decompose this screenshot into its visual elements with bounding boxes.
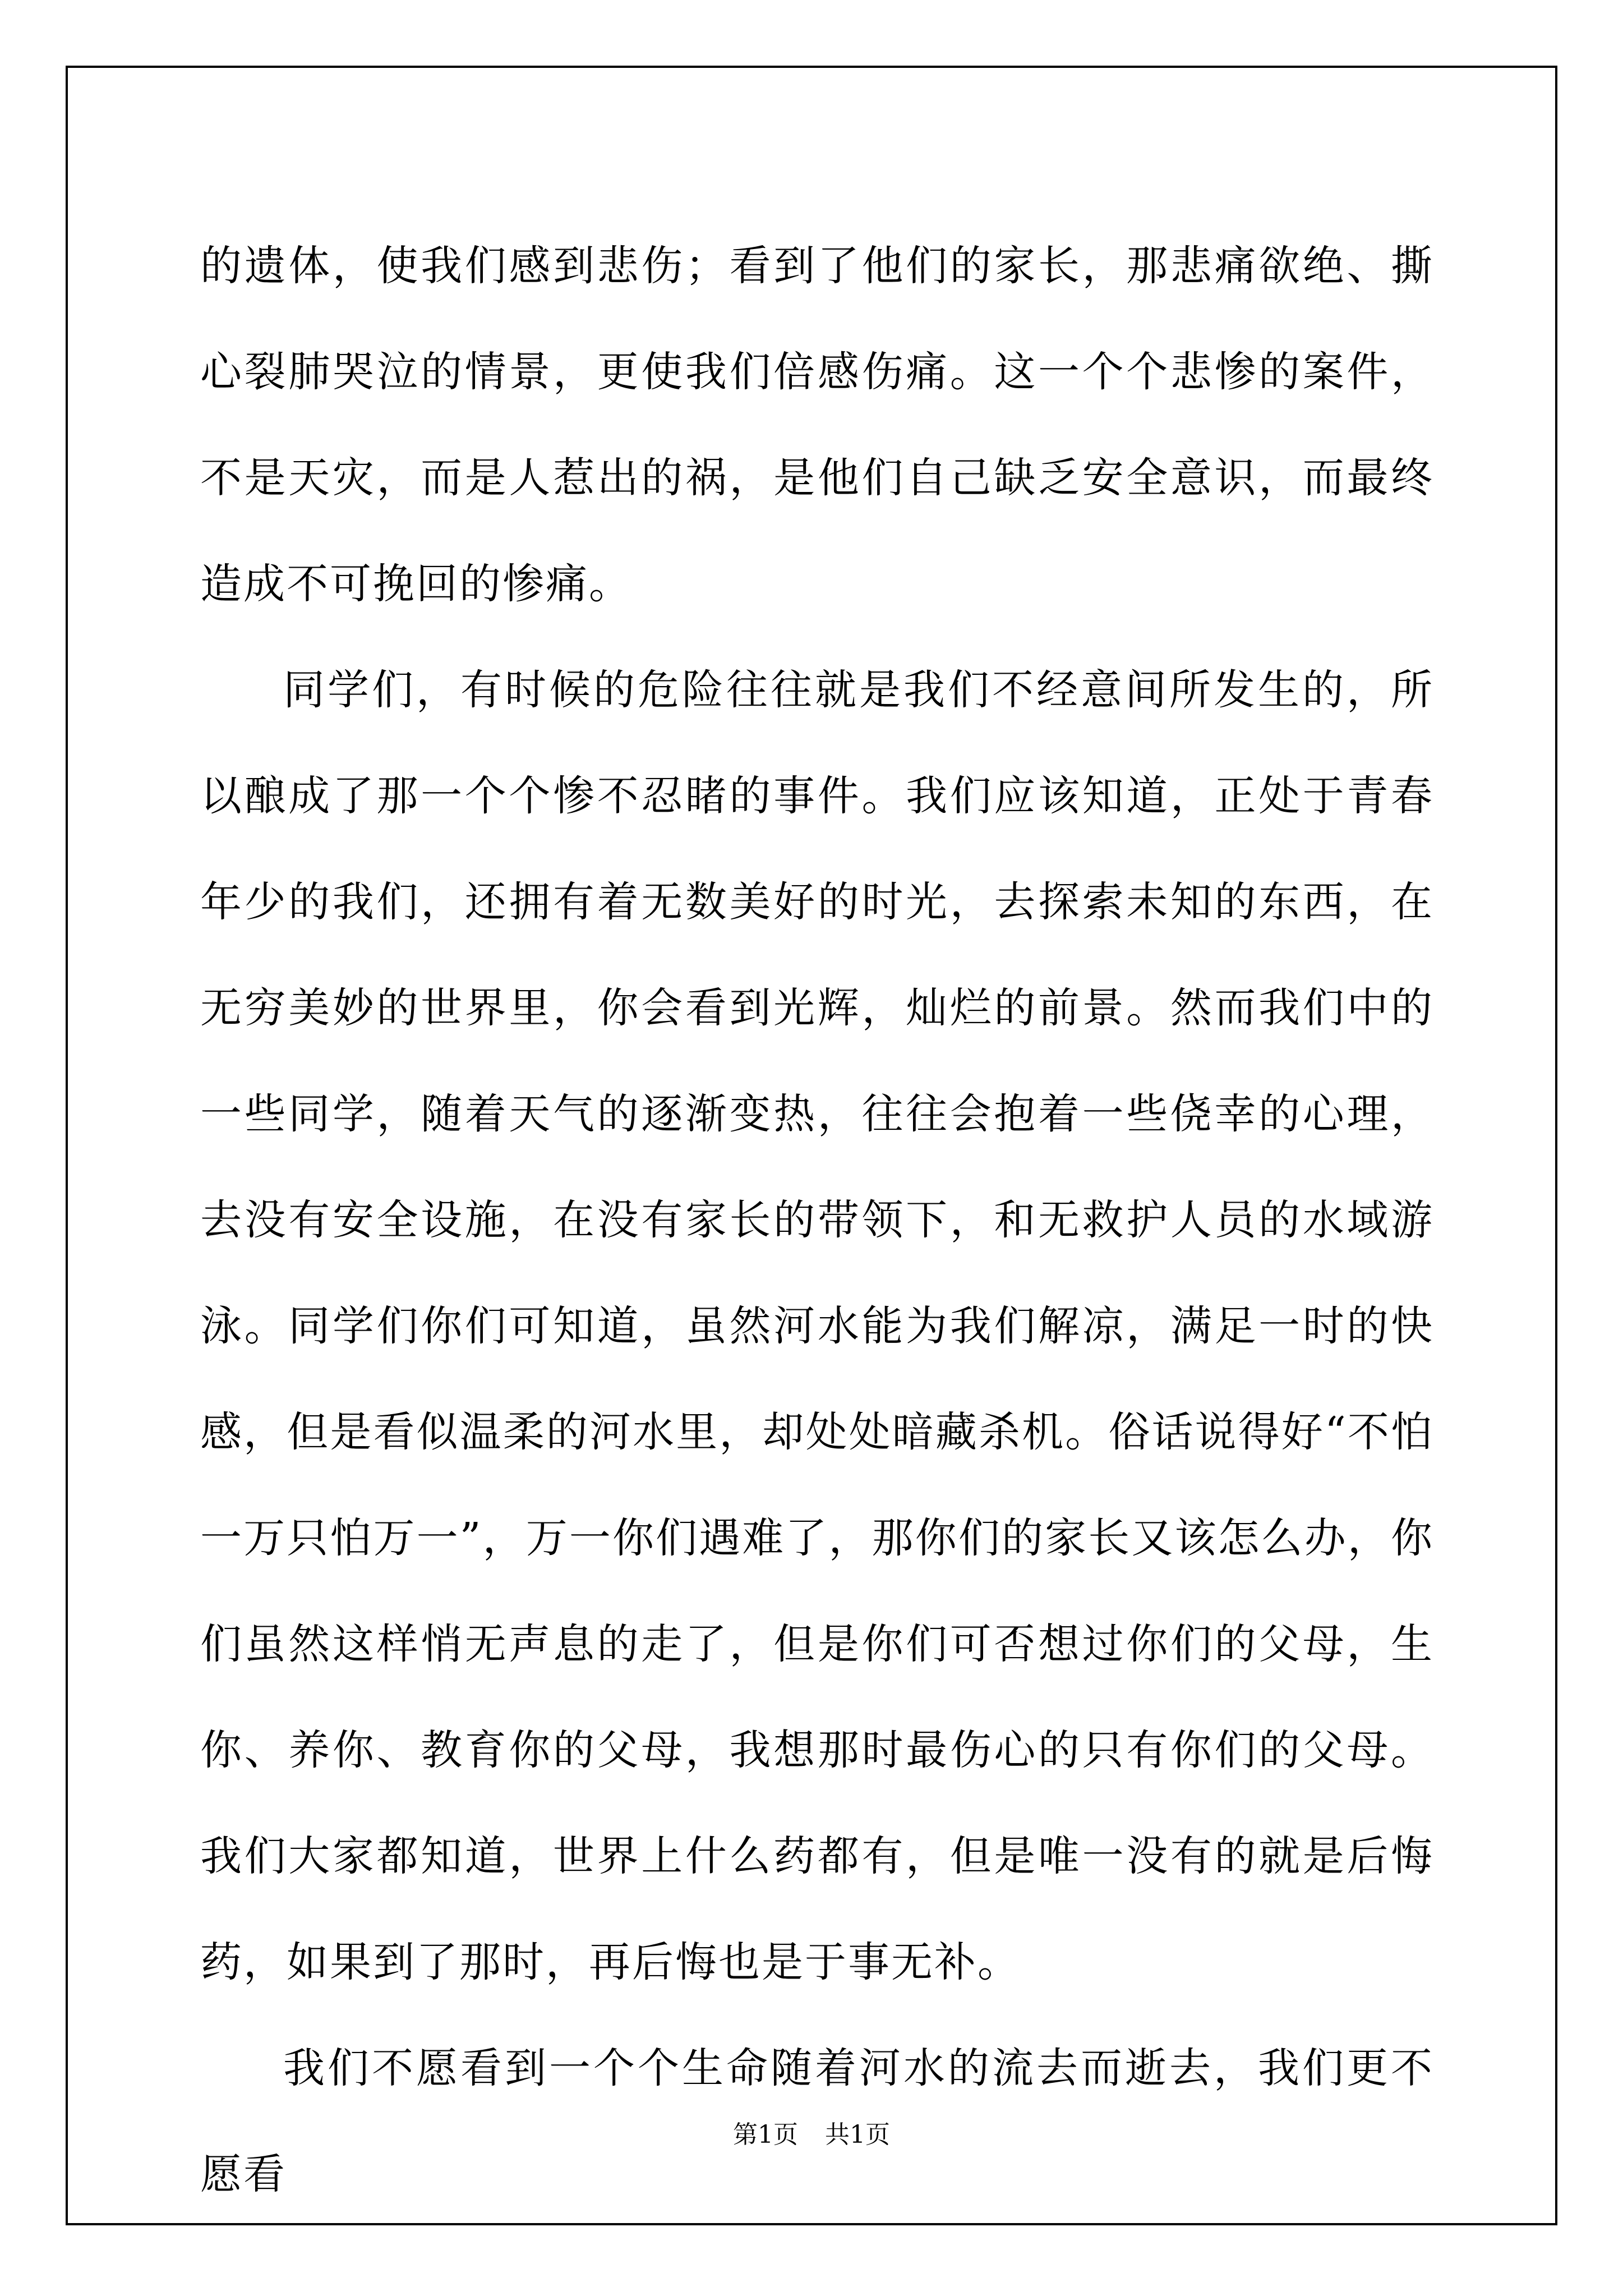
document-body bbox=[200, 213, 1434, 2228]
paragraph-3: 我们不愿看到一个个生命随着河水的流去而逝去，我们更不愿看 bbox=[200, 2044, 1434, 2198]
page-number-current: 第1页 bbox=[733, 2120, 798, 2149]
paragraph-2: 同学们，有时候的危险往往就是我们不经意间所发生的，所以酿成了那一个个惨不忍睹的事件。我们应该知道，正处于青春年少的我们，还拥有着无数美好的时光，去探索未知的东西，在无穷美妙的世界里，你会看到光辉，灿烂的前景。然而我们中的一些同学，随着天气的逐渐变热，往往会抱着一些侥幸的心理，去没有安全设施，在没有家长的带领下，和无救护人员的水域游泳。同学们你们可知道，虽然河水能为我们解凉，满足一时的快感，但是看似温柔的河水里，却处处暗藏杀机。俗话说得好“不怕一万只怕万一”，万一你们遇难了，那你们的家长又该怎么办，你们虽然这样悄无声息的走了，但是你们可否想过你们的父母，生你、养你、教育你的父母，我想那时最伤心的只有你们的父母。我们大家都知道，世界上什么药都有，但是唯一没有的就是后悔药，如果到了那时，再后悔也是于事无补。 bbox=[200, 666, 1434, 1986]
paragraph-1: 的遗体，使我们感到悲伤；看到了他们的家长，那悲痛欲绝、撕心裂肺哭泣的情景，更使我们倍感伤痛。这一个个悲惨的案件，不是天灾，而是人惹出的祸，是他们自己缺乏安全意识，而最终造成不可挽回的惨痛。 bbox=[200, 242, 1434, 608]
page-footer bbox=[0, 2118, 1623, 2152]
page-number-total: 共1页 bbox=[825, 2120, 890, 2149]
